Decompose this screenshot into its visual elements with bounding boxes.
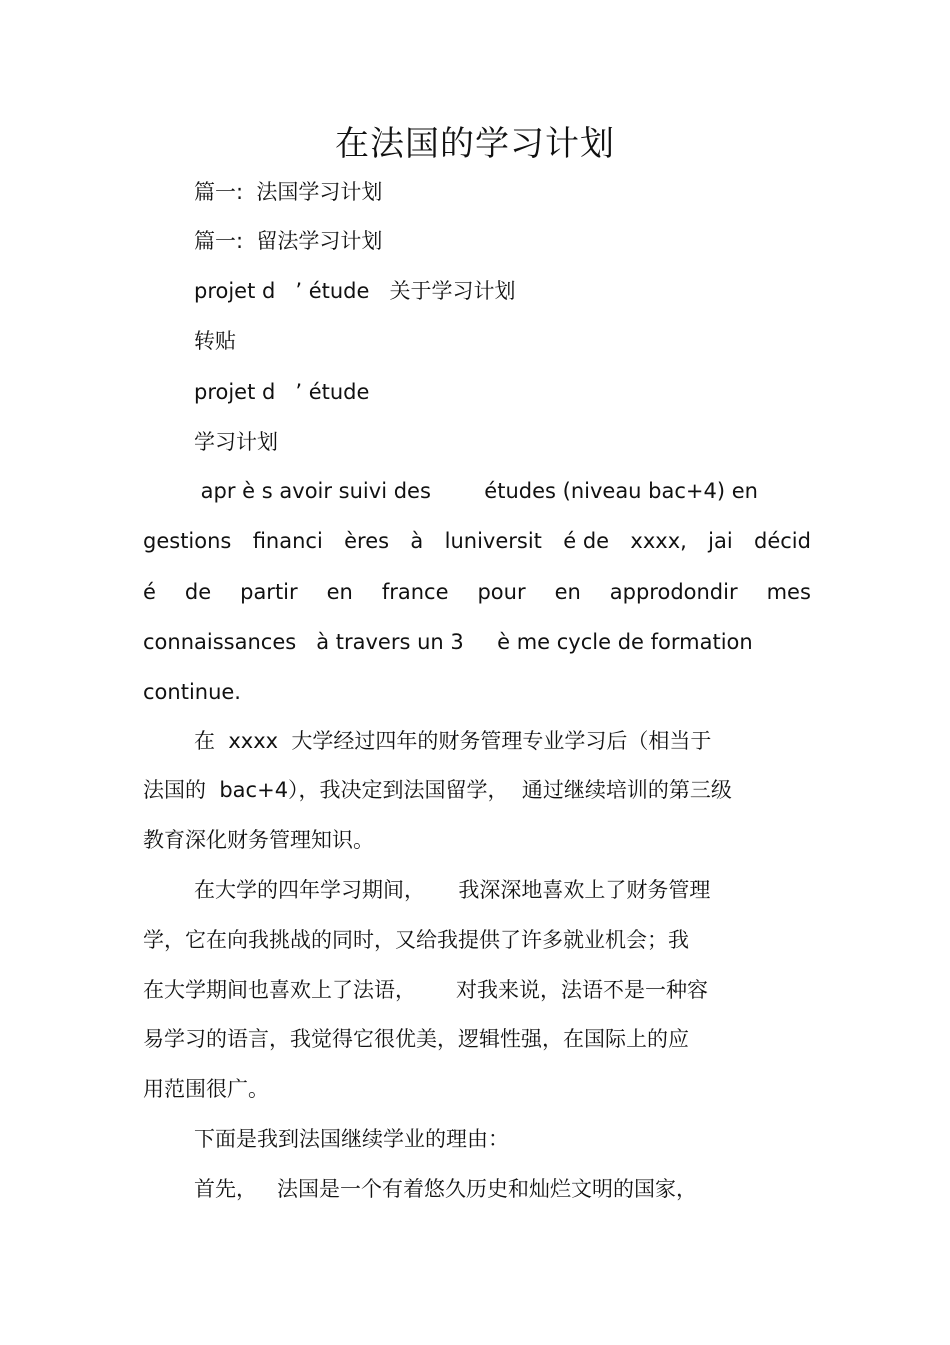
text-line: 用范围很广。 (143, 1077, 269, 1101)
text-line: connaissances à travers un 3 è me cycle de formation (143, 630, 753, 654)
text-line: projet d ’ étude 关于学习计划 (194, 279, 516, 303)
text-line: 在大学的四年学习期间， 我深深地喜欢上了财务管理 (194, 878, 711, 902)
text-line: 学习计划 (194, 430, 278, 454)
text-line: 易学习的语言，我觉得它很优美，逻辑性强，在国际上的应 (143, 1027, 689, 1051)
word: pour (477, 580, 526, 604)
text-line: projet d ’ étude (194, 380, 370, 404)
word: jai (708, 529, 733, 553)
text-line: 学，它在向我挑战的同时，又给我提供了许多就业机会；我 (143, 928, 689, 952)
word: approdondir (609, 580, 738, 604)
word: gestions (143, 529, 232, 553)
word: à (410, 529, 424, 553)
word: mes (766, 580, 811, 604)
word: partir (240, 580, 298, 604)
text-line: 在大学期间也喜欢上了法语， 对我来说，法语不是一种容 (143, 978, 709, 1002)
text-line: 教育深化财务管理知识。 (143, 828, 374, 852)
text-line: 在 xxxx 大学经过四年的财务管理专业学习后（相当于 (194, 729, 712, 753)
word: luniversit (444, 529, 542, 553)
word: é de (563, 529, 610, 553)
text-line: 篇一: 法国学习计划 (194, 180, 383, 204)
text-line: apr è s avoir suivi des études (niveau bac+4) en (194, 479, 758, 503)
word: financi (252, 529, 323, 553)
text-line: 首先， 法国是一个有着悠久历史和灿烂文明的国家， (194, 1177, 698, 1201)
word: en (326, 580, 353, 604)
word: france (381, 580, 449, 604)
text-line: 下面是我到法国继续学业的理由： (194, 1127, 509, 1151)
word: ères (344, 529, 390, 553)
text-line: 法国的 bac+4），我决定到法国留学， 通过继续培训的第三级 (143, 778, 732, 802)
text-line: 篇一: 留法学习计划 (194, 229, 383, 253)
word: de (184, 580, 212, 604)
justified-line (143, 526, 811, 556)
word: é (143, 580, 156, 604)
text-line: 转贴 (194, 329, 236, 353)
word: décid (754, 529, 811, 553)
text-line: continue. (143, 680, 241, 704)
document-title: 在法国的学习计划 (335, 124, 615, 164)
word: en (554, 580, 581, 604)
word: xxxx, (630, 529, 687, 553)
justified-line (143, 577, 811, 607)
